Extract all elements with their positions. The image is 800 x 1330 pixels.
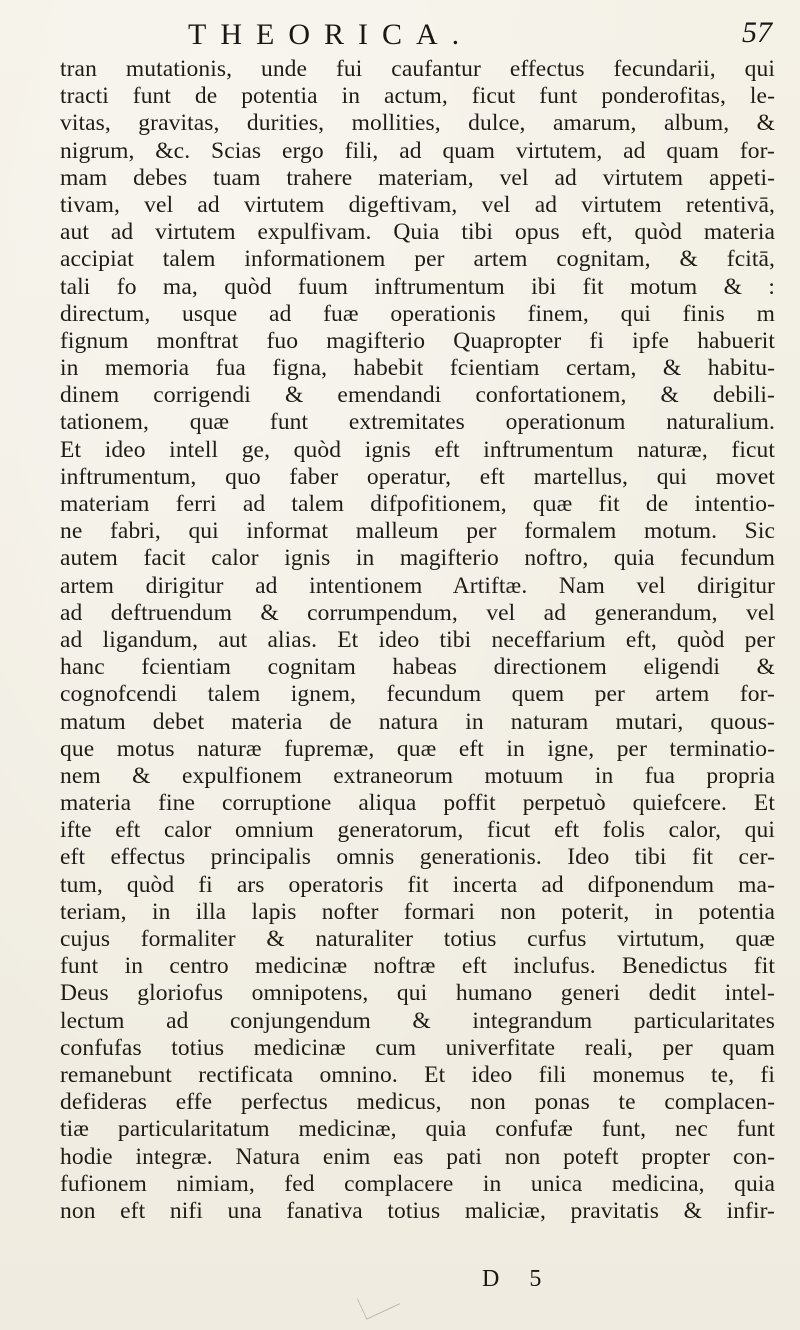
text-line: aut ad virtutem expulfivam. Quia tibi opus eft, quòd materia <box>60 219 775 246</box>
text-line: ifte eft calor omnium generatorum, ficut eft folis calor, qui <box>60 817 775 844</box>
text-line: non eft nifi una fanativa totius maliciæ, pravitatis & infir- <box>60 1197 775 1224</box>
text-line: cognofcendi talem ignem, fecundum quem per artem for- <box>60 681 775 708</box>
text-line: inftrumentum, quo faber operatur, eft martellus, qui movet <box>60 463 775 490</box>
text-line: directum, usque ad fuæ operationis finem, qui finis m <box>60 300 775 327</box>
text-line: que motus naturæ fupremæ, quæ eft in igne, per terminatio- <box>60 735 775 762</box>
page-number: 57 <box>742 16 772 49</box>
text-line: eft effectus principalis omnis generationis. Ideo tibi fit cer- <box>60 844 775 871</box>
text-line: in memoria fua figna, habebit fcientiam certam, & habitu- <box>60 355 775 382</box>
text-line: mam debes tuam trahere materiam, vel ad virtutem appeti- <box>60 164 775 191</box>
text-line: hanc fcientiam cognitam habeas directionem eligendi & <box>60 654 775 681</box>
text-line: ne fabri, qui informat malleum per formalem motum. Sic <box>60 518 775 545</box>
text-line: remanebunt rectificata omnino. Et ideo fili monemus te, fi <box>60 1061 775 1088</box>
text-line: matum debet materia de natura in naturam mutari, quous- <box>60 708 775 735</box>
text-line: fignum monftrat fuo magifterio Quapropter fi ipfe habuerit <box>60 327 775 354</box>
body-text <box>60 56 775 1225</box>
text-line: tum, quòd fi ars operatoris fit incerta ad difponendum ma- <box>60 871 775 898</box>
text-line: tran mutationis, unde fui caufantur effectus fecundarii, qui <box>60 56 775 82</box>
text-line: Deus gloriofus omnipotens, qui humano generi dedit intel- <box>60 980 775 1007</box>
text-line: tationem, quæ funt extremitates operationum naturalium. <box>60 409 775 436</box>
text-line: tracti funt de potentia in actum, ficut funt ponderofitas, le- <box>60 83 775 110</box>
text-line: vitas, gravitas, durities, mollities, dulce, amarum, album, & <box>60 110 775 137</box>
text-line: defideras effe perfectus medicus, non ponas te complacen- <box>60 1089 775 1116</box>
text-line: dinem corrigendi & emendandi confortationem, & debili- <box>60 382 775 409</box>
text-line: funt in centro medicinæ noftræ eft inclufus. Benedictus fit <box>60 953 775 980</box>
running-head: THEORICA. <box>188 18 474 51</box>
text-line: confufas totius medicinæ cum univerfitate reali, per quam <box>60 1034 775 1061</box>
show-through-stroke <box>357 1283 400 1319</box>
text-line: cujus formaliter & naturaliter totius curfus virtutum, quæ <box>60 926 775 952</box>
text-line: Et ideo intell ge, quòd ignis eft inftrumentum naturæ, ficut <box>60 436 775 463</box>
text-line: teriam, in illa lapis nofter formari non poterit, in potentia <box>60 898 775 925</box>
text-line: tivam, vel ad virtutem digeftivam, vel ad virtutem retentivā, <box>60 191 775 218</box>
text-line: hodie integræ. Natura enim eas pati non poteft propter con- <box>60 1143 775 1170</box>
text-line: nem & expulfionem extraneorum motuum in fua propria <box>60 762 775 789</box>
text-line: artem dirigitur ad intentionem Artiftæ. Nam vel dirigitur <box>60 572 775 599</box>
text-line: ad ligandum, aut alias. Et ideo tibi neceffarium eft, quòd per <box>60 626 775 653</box>
text-line: lectum ad conjungendum & integrandum particularitates <box>60 1007 775 1034</box>
text-line: autem facit calor ignis in magifterio noftro, quia fecundum <box>60 545 775 572</box>
printer-signature-mark: D 5 <box>482 1266 554 1292</box>
text-line: nigrum, &c. Scias ergo fili, ad quam virtutem, ad quam for- <box>60 137 775 164</box>
text-line: accipiat talem informationem per artem cognitam, & fcitā, <box>60 246 775 273</box>
text-line: fufionem nimiam, fed complacere in unica medicina, quia <box>60 1170 775 1197</box>
text-line: materia fine corruptione aliqua poffit perpetuò quiefcere. Et <box>60 790 775 817</box>
text-line: ad deftruendum & corrumpendum, vel ad generandum, vel <box>60 599 775 626</box>
text-line: materiam ferri ad talem difpofitionem, quæ fit de intentio- <box>60 491 775 517</box>
text-line: tiæ particularitatum medicinæ, quia confufæ funt, nec funt <box>60 1116 775 1143</box>
text-line: tali fo ma, quòd fuum inftrumentum ibi fit motum & : <box>60 273 775 300</box>
